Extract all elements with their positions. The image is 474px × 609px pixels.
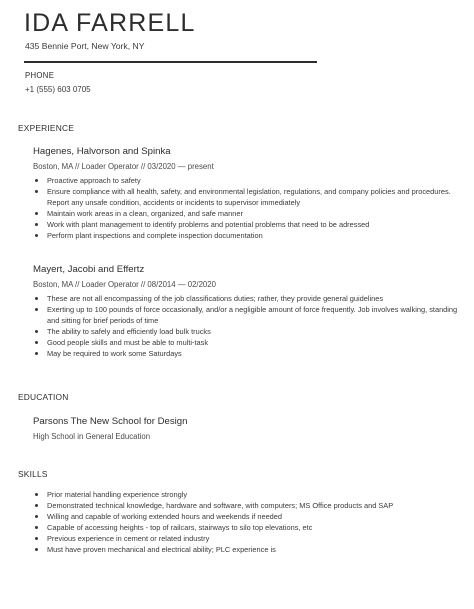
list-item [33,500,461,511]
list-item [33,544,461,555]
bullet-icon [35,548,38,551]
bullet-icon [35,526,38,529]
job-entry [33,146,461,241]
education-section-title: EDUCATION [18,392,69,402]
list-item [33,230,461,241]
list-item-text: Prior material handling experience strongly [47,490,188,499]
list-item [33,293,461,304]
list-item-text: Proactive approach to safety [47,176,141,185]
job-meta: Boston, MA // Loader Operator // 08/2014 — 02/2020 [33,280,216,289]
list-item [33,208,461,219]
list-item-text: Previous experience in cement or related industry [47,534,210,543]
list-item-text: Willing and capable of working extended hours and weekends if needed [47,512,283,521]
skills-entry [33,489,461,555]
experience-section-title: EXPERIENCE [18,123,74,133]
job-company: Mayert, Jacobi and Effertz [33,264,145,275]
bullet-icon [35,330,38,333]
bullet-icon [35,537,38,540]
list-item-text: Must have proven mechanical and electrical ability; PLC experience is [47,545,276,554]
list-item-text: The ability to safely and efficiently load bulk trucks [47,327,211,336]
job-meta: Boston, MA // Loader Operator // 03/2020 — present [33,162,214,171]
bullet-icon [35,341,38,344]
header-divider [24,61,317,63]
phone-label: PHONE [25,71,55,80]
bullet-icon [35,308,38,311]
candidate-name: IDA FARRELL [24,9,196,37]
list-item [33,304,461,326]
list-item [33,511,461,522]
skills-section-title: SKILLS [18,469,48,479]
bullet-icon [35,234,38,237]
list-item-text: Good people skills and must be able to multi-task [47,338,209,347]
education-entry [33,416,461,442]
list-item-text: Ensure compliance with all health, safety, and environmental legislation, regulations, and company policies and procedures. Report any unsafe condition, accidents or incidents to supervisor immediately [47,187,451,207]
job-duties-list [33,175,461,241]
bullet-icon [35,504,38,507]
list-item-text: Exerting up to 100 pounds of force occasionally, and/or a negligible amount of force frequently. Job involves walking, standing and sitting for brief periods of time [47,305,458,325]
list-item [33,533,461,544]
list-item-text: These are not all encompassing of the job classifications duties; rather, they provide general guidelines [47,294,384,303]
list-item [33,326,461,337]
bullet-icon [35,297,38,300]
list-item-text: Perform plant inspections and complete inspection documentation [47,231,263,240]
bullet-icon [35,223,38,226]
list-item [33,522,461,533]
list-item-text: Capable of accessing heights - top of railcars, stairways to silo top elevations, etc [47,523,313,532]
bullet-icon [35,493,38,496]
list-item [33,175,461,186]
bullet-icon [35,212,38,215]
list-item [33,337,461,348]
list-item [33,186,461,208]
list-item-text: Demonstrated technical knowledge, hardware and software, with computers; MS Office products and SAP [47,501,394,510]
bullet-icon [35,190,38,193]
list-item-text: Work with plant management to identify problems and potential problems that need to be adressed [47,220,370,229]
list-item [33,348,461,359]
list-item-text: May be required to work some Saturdays [47,349,182,358]
bullet-icon [35,515,38,518]
list-item-text: Maintain work areas in a clean, organized, and safe manner [47,209,243,218]
skills-list [33,489,461,555]
candidate-address: 435 Bennie Port, New York, NY [25,41,145,51]
bullet-icon [35,179,38,182]
bullet-icon [35,352,38,355]
list-item [33,489,461,500]
job-duties-list [33,293,461,359]
list-item [33,219,461,230]
job-entry [33,264,461,359]
school-name: Parsons The New School for Design [33,416,188,427]
degree: High School in General Education [33,432,151,441]
phone-value: +1 (555) 603 0705 [25,85,91,94]
job-company: Hagenes, Halvorson and Spinka [33,146,171,157]
